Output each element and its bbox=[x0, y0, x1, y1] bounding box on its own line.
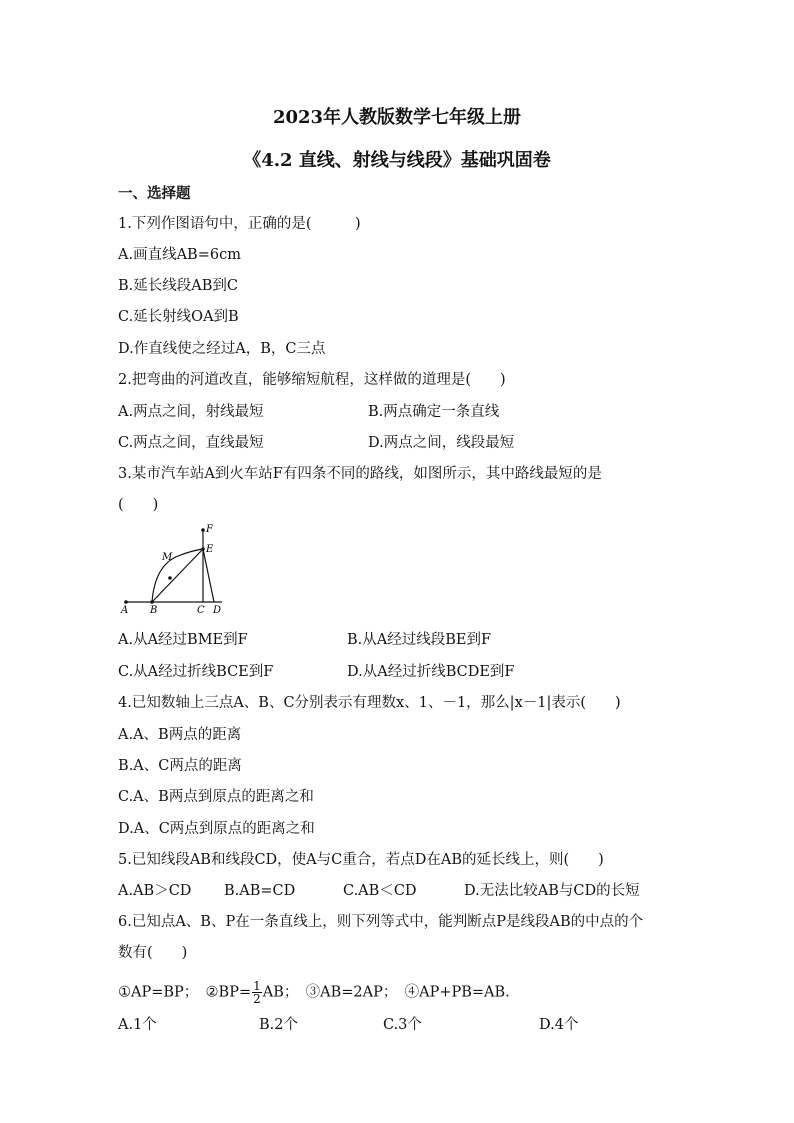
q6-option-a: A.1个 bbox=[118, 1017, 157, 1033]
segment-ed bbox=[203, 549, 214, 602]
q2-option-a: A.两点之间，射线最短 bbox=[118, 404, 264, 420]
label-m: M bbox=[162, 552, 173, 563]
q1-stem: 1.下列作图语句中，正确的是( ) bbox=[118, 216, 361, 232]
q3-figure bbox=[118, 522, 233, 614]
q5-option-d: D.无法比较AB与CD的长短 bbox=[464, 883, 640, 899]
q1-option-a: A.画直线AB=6cm bbox=[118, 247, 241, 263]
q3-option-a: A.从A经过BME到F bbox=[118, 632, 248, 648]
document-title: 2023年人教版数学七年级上册 bbox=[272, 107, 522, 128]
q3-option-d: D.从A经过折线BCDE到F bbox=[347, 664, 515, 680]
q2-option-b: B.两点确定一条直线 bbox=[368, 404, 500, 420]
q3-stem: 3.某市汽车站A到火车站F有四条不同的路线，如图所示，其中路线最短的是 bbox=[118, 466, 602, 482]
label-c: C bbox=[197, 605, 205, 614]
point-e bbox=[201, 547, 205, 551]
q5-stem: 5.已知线段AB和线段CD，使A与C重合，若点D在AB的延长线上，则( ) bbox=[118, 852, 604, 868]
q6-option-b: B.2个 bbox=[259, 1017, 298, 1033]
q3-option-c: C.从A经过折线BCE到F bbox=[118, 664, 274, 680]
q4-option-a: A.A、B两点的距离 bbox=[118, 727, 242, 743]
q1-option-d: D.作直线使之经过A，B，C三点 bbox=[118, 341, 326, 357]
fraction-one-half bbox=[252, 980, 262, 1005]
q4-option-d: D.A、C两点到原点的距离之和 bbox=[118, 821, 315, 837]
q3-option-b: B.从A经过线段BE到F bbox=[347, 632, 492, 648]
q2-stem: 2.把弯曲的河道改直，能够缩短航程，这样做的道理是( ) bbox=[118, 372, 506, 388]
label-a: A bbox=[121, 605, 129, 614]
section-heading: 一、选择题 bbox=[118, 185, 191, 202]
q4-option-c: C.A、B两点到原点的距离之和 bbox=[118, 789, 314, 805]
q3-stem-cont: ( ) bbox=[118, 497, 159, 513]
q5-option-b: B.AB=CD bbox=[224, 883, 296, 899]
label-b: B bbox=[150, 605, 158, 614]
q2-option-d: D.两点之间，线段最短 bbox=[368, 435, 515, 451]
label-d: D bbox=[213, 605, 222, 614]
point-f bbox=[201, 528, 205, 532]
q5-option-c: C.AB＜CD bbox=[343, 883, 417, 899]
fraction-numerator: 1 bbox=[253, 979, 261, 993]
q6-eq-part1: ①AP=BP； ②BP= bbox=[118, 984, 252, 1001]
point-inner bbox=[168, 576, 172, 580]
point-b bbox=[150, 600, 154, 604]
label-e: E bbox=[206, 544, 214, 555]
q6-eq-part2: AB； ③AB=2AP； ④AP+PB=AB. bbox=[262, 984, 510, 1001]
q6-stem-cont: 数有( ) bbox=[118, 945, 188, 961]
q4-stem: 4.已知数轴上三点A、B、C分别表示有理数x、1、－1，那么|x－1|表示( ) bbox=[118, 695, 621, 711]
q2-option-c: C.两点之间，直线最短 bbox=[118, 435, 264, 451]
fraction-denominator: 2 bbox=[253, 992, 261, 1006]
label-f: F bbox=[206, 524, 213, 535]
q5-option-a: A.AB＞CD bbox=[118, 883, 192, 899]
q1-option-c: C.延长射线OA到B bbox=[118, 309, 239, 325]
q6-equations bbox=[118, 980, 510, 1005]
q6-option-c: C.3个 bbox=[383, 1017, 422, 1033]
q1-option-b: B.延长线段AB到C bbox=[118, 278, 238, 294]
q6-option-d: D.4个 bbox=[539, 1017, 579, 1033]
document-subtitle: 《4.2 直线、射线与线段》基础巩固卷 bbox=[243, 150, 551, 171]
point-a bbox=[124, 600, 128, 604]
q4-option-b: B.A、C两点的距离 bbox=[118, 758, 242, 774]
segment-be bbox=[152, 549, 203, 602]
q6-stem: 6.已知点A、B、P在一条直线上，则下列等式中，能判断点P是线段AB的中点的个 bbox=[118, 914, 644, 930]
